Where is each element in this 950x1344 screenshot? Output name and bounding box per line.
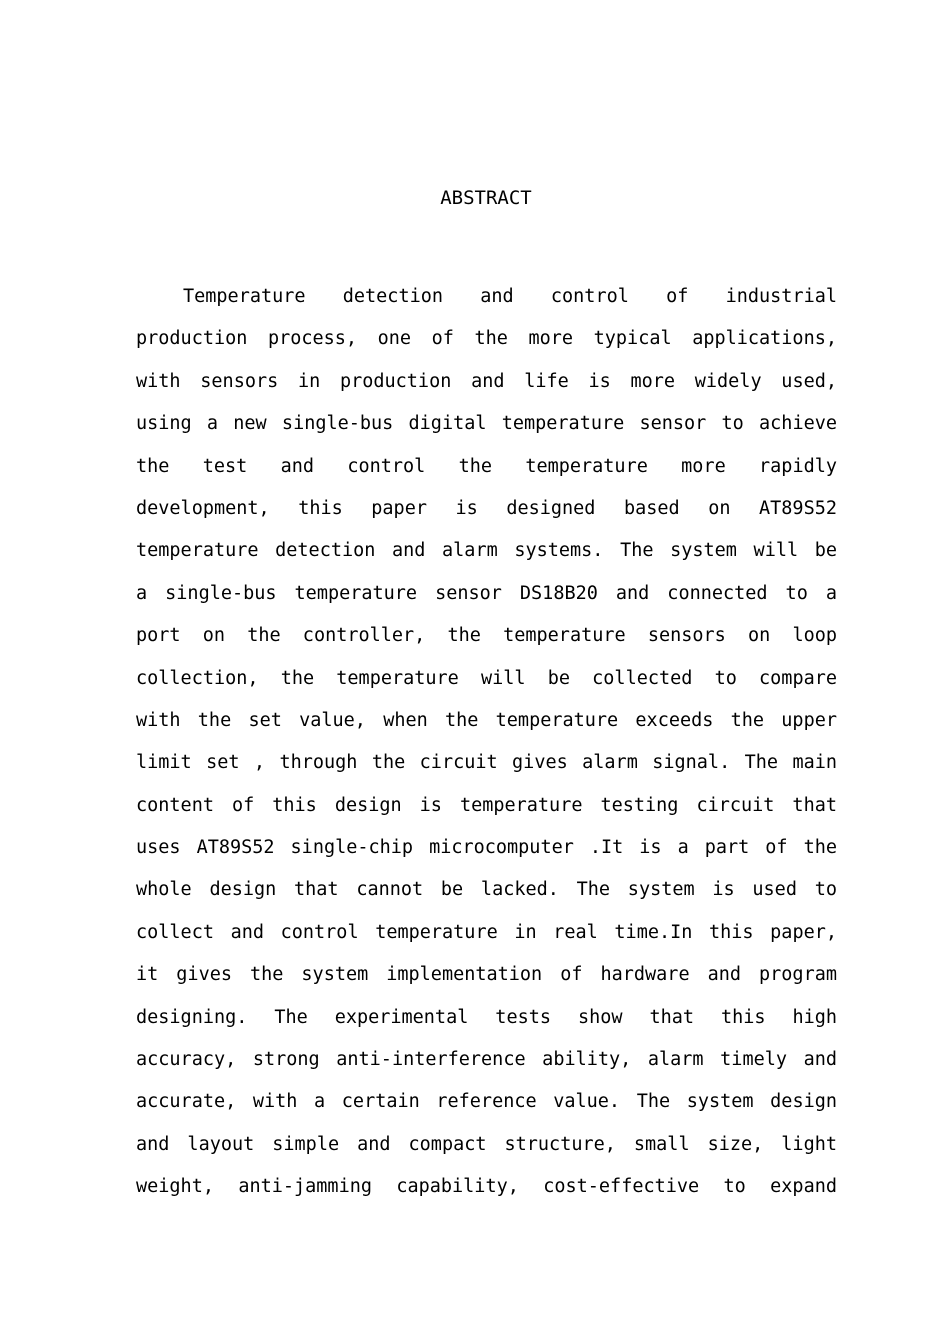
abstract-line: port on the controller, the temperature sensors on loop (136, 625, 837, 647)
abstract-line: the test and control the temperature more rapidly (136, 455, 837, 477)
abstract-line: content of this design is temperature testing circuit that (136, 794, 837, 816)
abstract-line: designing. The experimental tests show that this high (136, 1006, 837, 1028)
abstract-line: weight, anti-jamming capability, cost-effective to expand (136, 1176, 837, 1198)
abstract-line: using a new single-bus digital temperature sensor to achieve (136, 413, 837, 435)
abstract-line: accurate, with a certain reference value. The system design (136, 1091, 837, 1113)
abstract-line: collect and control temperature in real time.In this paper, (136, 921, 837, 943)
abstract-line: a single-bus temperature sensor DS18B20 and connected to a (136, 582, 837, 604)
abstract-line: production process, one of the more typical applications, (136, 328, 837, 350)
abstract-line: accuracy, strong anti-interference ability, alarm timely and (136, 1049, 837, 1071)
abstract-body (136, 283, 837, 1216)
abstract-line: temperature detection and alarm systems. The system will be (136, 540, 837, 562)
abstract-line: and layout simple and compact structure, small size, light (136, 1133, 837, 1155)
abstract-line: with sensors in production and life is more widely used, (136, 370, 837, 392)
abstract-line: whole design that cannot be lacked. The system is used to (136, 879, 837, 901)
abstract-line: limit set , through the circuit gives alarm signal. The main (136, 752, 837, 774)
abstract-line: development, this paper is designed based on AT89S52 (136, 497, 837, 519)
abstract-line: Temperature detection and control of industrial (183, 286, 837, 307)
abstract-line: with the set value, when the temperature exceeds the upper (136, 709, 837, 731)
abstract-line: it gives the system implementation of hardware and program (136, 964, 837, 986)
abstract-line: uses AT89S52 single-chip microcomputer .It is a part of the (136, 837, 837, 859)
abstract-heading: ABSTRACT (440, 187, 532, 209)
abstract-line: collection, the temperature will be collected to compare (136, 667, 837, 689)
